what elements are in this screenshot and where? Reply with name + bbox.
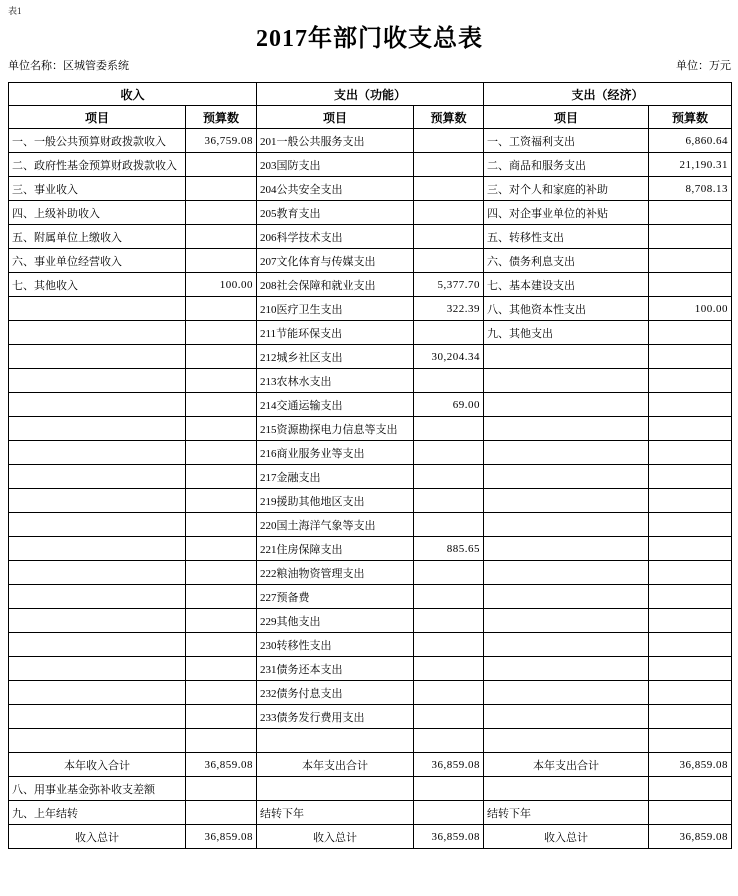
budget-value-cell xyxy=(414,777,484,801)
budget-value-cell xyxy=(186,585,257,609)
page-title: 2017年部门收支总表 xyxy=(256,26,483,52)
table-row xyxy=(9,345,732,369)
item-label-cell: 本年支出合计 xyxy=(257,753,414,777)
budget-value-cell: 69.00 xyxy=(414,393,484,417)
item-label-cell: 216商业服务业等支出 xyxy=(257,441,414,465)
budget-value-cell xyxy=(186,417,257,441)
item-label-cell xyxy=(484,561,649,585)
budget-value-cell xyxy=(186,369,257,393)
table-row xyxy=(9,465,732,489)
budget-value-cell xyxy=(649,249,732,273)
item-label-cell xyxy=(9,465,186,489)
budget-value-cell xyxy=(414,441,484,465)
item-label-cell: 201一般公共服务支出 xyxy=(257,129,414,153)
budget-value-cell xyxy=(414,465,484,489)
item-label-cell xyxy=(484,657,649,681)
item-label-cell xyxy=(9,489,186,513)
budget-value-cell xyxy=(186,321,257,345)
budget-value-cell xyxy=(414,585,484,609)
item-label-cell xyxy=(9,561,186,585)
item-label-cell: 210医疗卫生支出 xyxy=(257,297,414,321)
item-label-cell: 六、事业单位经营收入 xyxy=(9,249,186,273)
column-header-budget: 预算数 xyxy=(414,106,484,129)
budget-value-cell xyxy=(186,729,257,753)
budget-value-cell xyxy=(186,297,257,321)
budget-value-cell xyxy=(414,609,484,633)
item-label-cell: 结转下年 xyxy=(257,801,414,825)
budget-value-cell xyxy=(414,513,484,537)
table-row xyxy=(9,585,732,609)
table-row xyxy=(9,537,732,561)
table-row xyxy=(9,129,732,153)
column-header-item: 项目 xyxy=(9,106,186,129)
budget-value-cell xyxy=(414,321,484,345)
item-label-cell xyxy=(9,705,186,729)
item-label-cell: 230转移性支出 xyxy=(257,633,414,657)
item-label-cell xyxy=(9,633,186,657)
item-label-cell xyxy=(9,345,186,369)
column-header-row xyxy=(9,106,732,129)
budget-value-cell: 36,859.08 xyxy=(414,753,484,777)
item-label-cell xyxy=(484,681,649,705)
budget-value-cell xyxy=(414,153,484,177)
budget-value-cell xyxy=(414,729,484,753)
item-label-cell: 五、转移性支出 xyxy=(484,225,649,249)
budget-value-cell xyxy=(649,729,732,753)
budget-value-cell: 100.00 xyxy=(649,297,732,321)
item-label-cell: 229其他支出 xyxy=(257,609,414,633)
item-label-cell xyxy=(9,585,186,609)
item-label-cell: 219援助其他地区支出 xyxy=(257,489,414,513)
item-label-cell: 八、用事业基金弥补收支差额 xyxy=(9,777,186,801)
item-label-cell: 二、政府性基金预算财政拨款收入 xyxy=(9,153,186,177)
table-row xyxy=(9,513,732,537)
meta-row xyxy=(8,59,731,73)
budget-value-cell xyxy=(649,489,732,513)
budget-value-cell xyxy=(186,489,257,513)
item-label-cell xyxy=(484,489,649,513)
table-row xyxy=(9,177,732,201)
section-header-expenditure-economic: 支出（经济） xyxy=(484,83,732,106)
item-label-cell: 203国防支出 xyxy=(257,153,414,177)
item-label-cell xyxy=(257,729,414,753)
budget-value-cell xyxy=(649,273,732,297)
table-row xyxy=(9,609,732,633)
budget-value-cell xyxy=(186,177,257,201)
item-label-cell: 212城乡社区支出 xyxy=(257,345,414,369)
section-header-expenditure-function: 支出（功能） xyxy=(257,83,484,106)
budget-value-cell xyxy=(186,801,257,825)
budget-value-cell xyxy=(649,201,732,225)
item-label-cell: 一、工资福利支出 xyxy=(484,129,649,153)
budget-value-cell xyxy=(649,801,732,825)
budget-value-cell: 5,377.70 xyxy=(414,273,484,297)
item-label-cell xyxy=(9,657,186,681)
sheet-tag: 表1 xyxy=(8,6,22,16)
item-label-cell xyxy=(484,513,649,537)
item-label-cell xyxy=(484,465,649,489)
item-label-cell: 221住房保障支出 xyxy=(257,537,414,561)
budget-value-cell xyxy=(414,633,484,657)
table-body xyxy=(9,129,732,849)
table-row xyxy=(9,369,732,393)
item-label-cell: 206科学技术支出 xyxy=(257,225,414,249)
table-row xyxy=(9,753,732,777)
budget-value-cell: 36,759.08 xyxy=(186,129,257,153)
item-label-cell xyxy=(484,705,649,729)
budget-value-cell xyxy=(414,561,484,585)
budget-value-cell xyxy=(649,633,732,657)
budget-value-cell xyxy=(649,585,732,609)
item-label-cell xyxy=(9,609,186,633)
table-row xyxy=(9,393,732,417)
budget-value-cell: 30,204.34 xyxy=(414,345,484,369)
item-label-cell xyxy=(9,393,186,417)
budget-table xyxy=(8,82,732,849)
item-label-cell xyxy=(9,537,186,561)
item-label-cell: 204公共安全支出 xyxy=(257,177,414,201)
table-row xyxy=(9,417,732,441)
item-label-cell: 220国土海洋气象等支出 xyxy=(257,513,414,537)
item-label-cell xyxy=(484,777,649,801)
budget-value-cell xyxy=(186,441,257,465)
budget-value-cell xyxy=(414,681,484,705)
table-row xyxy=(9,249,732,273)
budget-value-cell: 885.65 xyxy=(414,537,484,561)
item-label-cell: 232债务付息支出 xyxy=(257,681,414,705)
item-label-cell xyxy=(484,417,649,441)
item-label-cell: 217金融支出 xyxy=(257,465,414,489)
budget-value-cell xyxy=(186,657,257,681)
item-label-cell: 205教育支出 xyxy=(257,201,414,225)
budget-value-cell xyxy=(414,369,484,393)
budget-value-cell xyxy=(186,249,257,273)
table-row xyxy=(9,225,732,249)
budget-value-cell xyxy=(186,777,257,801)
item-label-cell xyxy=(484,393,649,417)
budget-value-cell xyxy=(186,513,257,537)
table-row xyxy=(9,633,732,657)
table-row xyxy=(9,825,732,849)
budget-value-cell xyxy=(414,801,484,825)
budget-value-cell xyxy=(649,465,732,489)
table-header xyxy=(9,83,732,129)
budget-value-cell xyxy=(414,129,484,153)
item-label-cell: 211节能环保支出 xyxy=(257,321,414,345)
budget-value-cell xyxy=(414,657,484,681)
item-label-cell xyxy=(9,369,186,393)
table-row xyxy=(9,201,732,225)
item-label-cell xyxy=(484,537,649,561)
budget-value-cell: 8,708.13 xyxy=(649,177,732,201)
budget-value-cell xyxy=(414,225,484,249)
item-label-cell: 208社会保障和就业支出 xyxy=(257,273,414,297)
item-label-cell: 215资源勘探电力信息等支出 xyxy=(257,417,414,441)
budget-value-cell xyxy=(649,417,732,441)
item-label-cell: 七、其他收入 xyxy=(9,273,186,297)
item-label-cell: 一、一般公共预算财政拨款收入 xyxy=(9,129,186,153)
item-label-cell: 227预备费 xyxy=(257,585,414,609)
table-row xyxy=(9,657,732,681)
item-label-cell xyxy=(484,585,649,609)
item-label-cell: 五、附属单位上缴收入 xyxy=(9,225,186,249)
budget-value-cell xyxy=(414,417,484,441)
column-header-item: 项目 xyxy=(257,106,414,129)
budget-value-cell: 36,859.08 xyxy=(414,825,484,849)
column-header-budget: 预算数 xyxy=(649,106,732,129)
budget-value-cell xyxy=(649,225,732,249)
budget-value-cell xyxy=(649,609,732,633)
budget-value-cell xyxy=(186,201,257,225)
budget-value-cell xyxy=(649,537,732,561)
item-label-cell: 收入总计 xyxy=(257,825,414,849)
table-row xyxy=(9,321,732,345)
item-label-cell xyxy=(9,681,186,705)
table-row xyxy=(9,489,732,513)
table-row xyxy=(9,705,732,729)
item-label-cell: 九、上年结转 xyxy=(9,801,186,825)
unit-measure-label: 单位：万元 xyxy=(676,60,731,72)
item-label-cell: 本年收入合计 xyxy=(9,753,186,777)
budget-value-cell xyxy=(414,177,484,201)
item-label-cell: 收入总计 xyxy=(484,825,649,849)
budget-value-cell xyxy=(414,705,484,729)
budget-value-cell xyxy=(186,633,257,657)
item-label-cell: 九、其他支出 xyxy=(484,321,649,345)
item-label-cell: 213农林水支出 xyxy=(257,369,414,393)
budget-value-cell xyxy=(186,609,257,633)
section-header-row xyxy=(9,83,732,106)
item-label-cell: 214交通运输支出 xyxy=(257,393,414,417)
budget-value-cell xyxy=(649,777,732,801)
table-row xyxy=(9,681,732,705)
budget-value-cell xyxy=(186,537,257,561)
item-label-cell xyxy=(9,729,186,753)
item-label-cell: 222粮油物资管理支出 xyxy=(257,561,414,585)
budget-value-cell xyxy=(649,513,732,537)
item-label-cell xyxy=(9,297,186,321)
item-label-cell xyxy=(9,513,186,537)
item-label-cell: 六、债务利息支出 xyxy=(484,249,649,273)
unit-name-label: 单位名称：区城管委系统 xyxy=(8,60,129,72)
budget-value-cell xyxy=(186,705,257,729)
budget-value-cell: 100.00 xyxy=(186,273,257,297)
item-label-cell xyxy=(484,441,649,465)
item-label-cell xyxy=(9,321,186,345)
budget-value-cell: 322.39 xyxy=(414,297,484,321)
budget-value-cell xyxy=(649,369,732,393)
budget-value-cell: 36,859.08 xyxy=(186,825,257,849)
item-label-cell: 七、基本建设支出 xyxy=(484,273,649,297)
section-header-income: 收入 xyxy=(9,83,257,106)
column-header-item: 项目 xyxy=(484,106,649,129)
budget-value-cell xyxy=(414,489,484,513)
budget-value-cell xyxy=(186,465,257,489)
budget-value-cell xyxy=(186,393,257,417)
budget-value-cell xyxy=(414,249,484,273)
budget-value-cell xyxy=(649,393,732,417)
item-label-cell xyxy=(484,729,649,753)
item-label-cell: 三、事业收入 xyxy=(9,177,186,201)
item-label-cell xyxy=(257,777,414,801)
budget-value-cell xyxy=(186,153,257,177)
item-label-cell: 四、对企事业单位的补贴 xyxy=(484,201,649,225)
item-label-cell: 本年支出合计 xyxy=(484,753,649,777)
item-label-cell xyxy=(484,633,649,657)
budget-value-cell: 21,190.31 xyxy=(649,153,732,177)
budget-value-cell xyxy=(649,681,732,705)
budget-value-cell xyxy=(649,561,732,585)
budget-value-cell xyxy=(649,345,732,369)
budget-value-cell xyxy=(649,321,732,345)
table-row xyxy=(9,729,732,753)
budget-value-cell xyxy=(186,345,257,369)
budget-value-cell xyxy=(186,225,257,249)
budget-value-cell xyxy=(186,561,257,585)
item-label-cell xyxy=(484,609,649,633)
item-label-cell: 231债务还本支出 xyxy=(257,657,414,681)
table-row xyxy=(9,777,732,801)
table-row xyxy=(9,297,732,321)
budget-value-cell xyxy=(186,681,257,705)
item-label-cell: 八、其他资本性支出 xyxy=(484,297,649,321)
budget-value-cell xyxy=(649,657,732,681)
table-row xyxy=(9,273,732,297)
budget-value-cell xyxy=(649,705,732,729)
table-row xyxy=(9,441,732,465)
budget-value-cell: 36,859.08 xyxy=(649,825,732,849)
item-label-cell xyxy=(484,369,649,393)
table-row xyxy=(9,153,732,177)
budget-value-cell xyxy=(414,201,484,225)
item-label-cell: 四、上级补助收入 xyxy=(9,201,186,225)
item-label-cell: 233债务发行费用支出 xyxy=(257,705,414,729)
item-label-cell: 收入总计 xyxy=(9,825,186,849)
item-label-cell: 结转下年 xyxy=(484,801,649,825)
item-label-cell xyxy=(9,441,186,465)
item-label-cell: 三、对个人和家庭的补助 xyxy=(484,177,649,201)
item-label-cell: 207文化体育与传媒支出 xyxy=(257,249,414,273)
item-label-cell: 二、商品和服务支出 xyxy=(484,153,649,177)
budget-value-cell: 36,859.08 xyxy=(649,753,732,777)
table-row xyxy=(9,801,732,825)
item-label-cell xyxy=(9,417,186,441)
budget-value-cell: 6,860.64 xyxy=(649,129,732,153)
budget-value-cell xyxy=(649,441,732,465)
column-header-budget: 预算数 xyxy=(186,106,257,129)
budget-value-cell: 36,859.08 xyxy=(186,753,257,777)
table-row xyxy=(9,561,732,585)
item-label-cell xyxy=(484,345,649,369)
